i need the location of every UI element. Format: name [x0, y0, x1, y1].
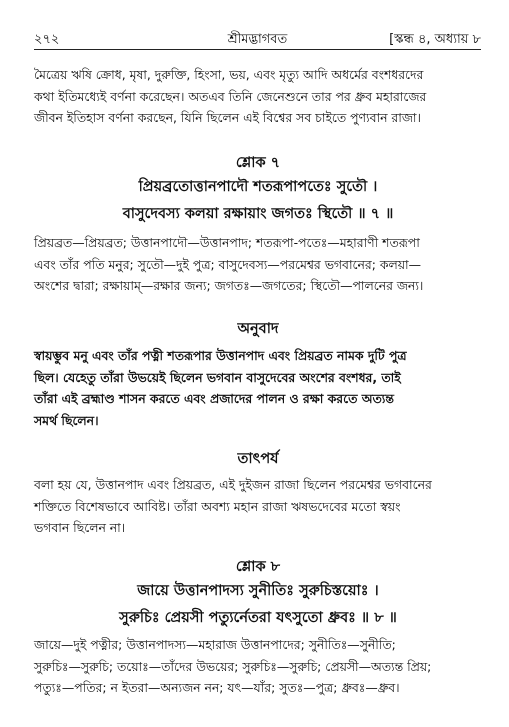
- verse-8-synonyms: [34, 634, 482, 699]
- text-line: স্বায়ম্ভুব মনু এবং তাঁর পত্নী শতরূপার উত্তানপাদ এবং প্রিয়ব্রত নামক দুটি পুত্র: [34, 348, 407, 363]
- page-header: [34, 30, 481, 56]
- verse-7-translation: [34, 345, 482, 431]
- purport-heading: তাৎপর্য: [237, 451, 279, 467]
- text-line: পত্যুঃ—পতির; ন ইতরা—অন্যজন নন; যৎ—যাঁর; সুতঃ—পুত্র; ধ্রুবঃ—ধ্রুব।: [34, 680, 400, 695]
- text-line: প্রিয়ব্রত—প্রিয়ব্রত; উত্তানপাদৌ—উত্তানপাদ; শতরূপা-পতেঃ—মহারাণী শতরূপা: [34, 235, 420, 250]
- text-line: সুরুচিঃ—সুরুচি; তয়োঃ—তাঁদের উভয়ের; সুরুচিঃ—সুরুচি; প্রেয়সী—অত্যন্ত প্রিয়;: [34, 658, 432, 674]
- text-line: এবং তাঁর পতি মনুর; সুতৌ—দুই পুত্র; বাসুদেবস্য—পরমেশ্বর ভগবানের; কলয়া—: [34, 256, 422, 272]
- text-line: ছিল। যেহেতু তাঁরা উভয়েই ছিলেন ভগবান বাসুদেবের অংশের বংশধর, তাই: [34, 369, 401, 385]
- verse-7-synonyms: [34, 232, 482, 297]
- text-line: সমর্থ ছিলেন।: [34, 412, 99, 428]
- verse-line: প্রিয়ব্রতোত্তানপাদৌ শতরূপাপতেঃ সুতৌ ।: [138, 179, 378, 195]
- verse-line: বাসুদেবস্য কলয়া রক্ষায়াং জগতঃ স্থিতৌ ॥ ৭ ॥: [122, 206, 394, 222]
- translation-heading: অনুবাদ: [237, 321, 279, 337]
- page-number: ২৭২: [34, 32, 60, 47]
- text-line: জীবন ইতিহাস বর্ণনা করছেন, যিনি ছিলেন এই বিশ্বের সব চাইতে পুণ্যবান রাজা।: [34, 110, 421, 125]
- text-line: বলা হয় যে, উত্তানপাদ এবং প্রিয়ব্রত, এই দুইজন রাজা ছিলেন পরমেশ্বর ভগবানের: [34, 477, 432, 492]
- verse-7-heading: শ্লোক ৭: [235, 155, 281, 171]
- verse-8-text: [34, 578, 482, 632]
- verse-8-heading: শ্লোক ৮: [235, 559, 281, 575]
- text-line: ভগবান ছিলেন না।: [34, 520, 126, 535]
- text-line: কথা ইতিমধ্যেই বর্ণনা করেছেন। অতএব তিনি জেনেশুনে তার পর ধ্রুব মহারাজের: [34, 88, 427, 104]
- text-line: শক্তিতে বিশেষভাবে আবিষ্ট। তাঁরা অবশ্য মহান রাজা ঋষভদেবের মতো স্বয়ং: [34, 498, 401, 514]
- text-line: অংশের দ্বারা; রক্ষায়াম্—রক্ষার জন্য; জগতঃ—জগতের; স্থিতৌ—পালনের জন্য।: [34, 278, 424, 293]
- text-line: মৈত্রেয় ঋষি ক্রোধ, মৃষা, দুরুক্তি, হিংসা, ভয়, এবং মৃত্যু আদি অধর্মের বংশধরদের: [34, 67, 424, 82]
- verse-7-purport: [34, 474, 482, 539]
- running-title: শ্রীমদ্ভাগবত: [227, 32, 288, 47]
- text-line: তাঁরা এই ব্রহ্মাণ্ড শাসন করতে এবং প্রজাদের পালন ও রক্ষা করতে অত্যন্ত: [34, 391, 394, 406]
- intro-paragraph: [34, 64, 482, 129]
- verse-line: জায়ে উত্তানপাদস্য সুনীতিঃ সুরুচিস্তয়োঃ ।: [137, 583, 379, 599]
- section-reference: [স্কন্ধ ৪, অধ্যায় ৮: [389, 32, 481, 47]
- header-rule: [34, 49, 481, 50]
- verse-line: সুরুচিঃ প্রেয়সী পত্যুর্নেতরা যৎসুতো ধ্রুবঃ ॥ ৮ ॥: [119, 610, 397, 626]
- text-line: জায়ে—দুই পত্নীর; উত্তানপাদস্য—মহারাজ উত্তানপাদের; সুনীতিঃ—সুনীতি;: [34, 637, 396, 652]
- verse-7-text: [34, 174, 482, 228]
